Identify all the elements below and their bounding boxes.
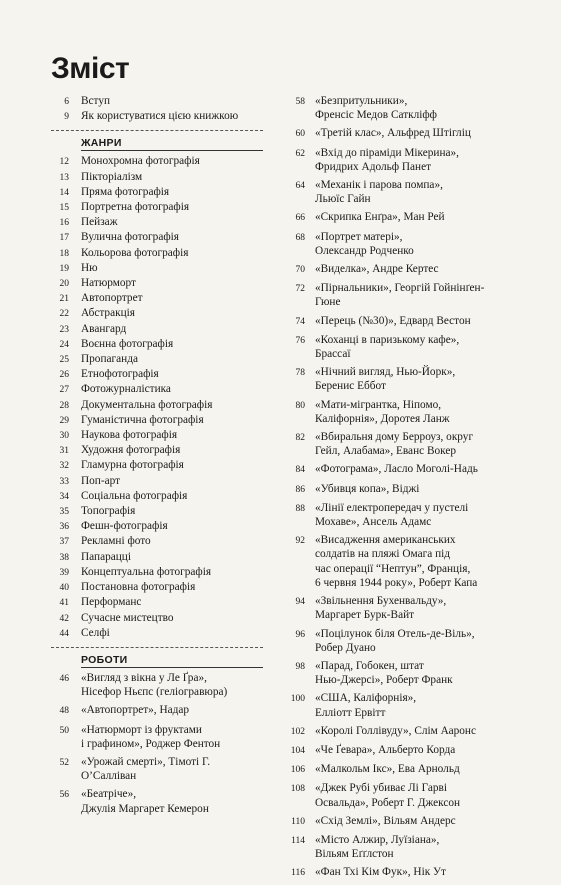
toc-entry [51,703,263,718]
toc-entry [51,611,263,626]
page-number: 100 [290,694,305,705]
page-number: 80 [295,400,305,411]
toc-entry [51,755,263,783]
toc-entry [51,787,263,815]
page-number: 22 [59,309,69,320]
entry-title: «Убивця копа», Віджі [315,482,420,495]
toc-right-column [286,94,508,885]
page-number: 76 [295,335,305,346]
section-rule [81,150,263,151]
toc-entry [286,865,508,880]
toc-entry [51,276,263,291]
page-number: 19 [59,263,69,274]
page-number: 64 [295,181,305,192]
entry-title: «Схід Землі», Вільям Андерс [315,814,456,827]
toc-entry [286,462,508,477]
entry-title: Як користуватися цією книжкою [81,110,239,123]
toc-entry [51,367,263,382]
toc-entry [51,94,263,109]
entry-title: «Портрет матері», Олександр Родченко [315,230,414,257]
toc-entry [286,814,508,829]
page-number: 56 [59,790,69,801]
toc-entry [286,281,508,309]
toc-entry [51,322,263,337]
toc-entry [286,126,508,141]
entry-title: Пікторіалізм [81,170,143,183]
entry-title: Портретна фотографія [81,201,190,214]
toc-entry [51,170,263,185]
page-number: 52 [59,757,69,768]
toc-entry [51,337,263,352]
page-number: 38 [59,552,69,563]
page-number: 31 [59,446,69,457]
page-number: 106 [290,765,305,776]
entry-title: Постановна фотографія [81,581,196,594]
entry-title: Гуманістична фотографія [81,413,204,426]
toc-entry [51,291,263,306]
page-number: 9 [64,112,69,123]
toc-entry [286,743,508,758]
page-number: 98 [295,661,305,672]
entry-title: Рекламні фото [81,535,151,548]
page-number: 48 [59,706,69,717]
toc-entry [51,443,263,458]
toc-entry [286,627,508,655]
entry-title: «Вигляд з вікна у Ле Ґра», Нісефор Ньєпс (геліогравюра) [81,671,228,699]
page-number: 40 [59,583,69,594]
toc-entry [286,333,508,361]
toc-entry [51,474,263,489]
entry-title: Етнофотографія [81,368,159,381]
entry-title: Воєнна фотографія [81,337,174,350]
page-number: 39 [59,567,69,578]
entry-title: «Мати-мігрантка, Ніпомо, Каліфорнія», Доротея Ланж [315,398,450,425]
page-number: 24 [59,339,69,350]
page-number: 41 [59,598,69,609]
toc-entry [286,594,508,622]
toc-entry [51,458,263,473]
entry-title: Вулична фотографія [81,231,179,244]
page-number: 20 [59,279,69,290]
entry-title: «Третій клас», Альфред Штігліц [315,127,471,140]
toc-entry [286,781,508,809]
entry-title: Вступ [81,95,111,107]
page-number: 32 [59,461,69,472]
page-number: 33 [59,476,69,487]
page-number: 18 [59,248,69,259]
entry-title: Пряма фотографія [81,185,170,198]
page-number: 14 [59,187,69,198]
page-number: 114 [291,835,305,846]
toc-entry [51,200,263,215]
page-number: 13 [59,172,69,183]
page-number: 42 [59,613,69,624]
entry-title: «Механік і парова помпа», Льюїс Гайн [315,179,443,206]
toc-entry [51,534,263,549]
entry-title: «Висадження американських солдатів на пляжі Омага під час операції “Нептун”, Франція, 6 червня 1944 року», Роберт Капа [315,534,478,589]
page-number: 15 [59,203,69,214]
page-number: 110 [291,816,305,827]
dashed-divider [51,130,263,131]
entry-title: Пейзаж [81,216,118,229]
entry-title: Фешн-фотографія [81,520,168,533]
entry-title: Натюрморт [81,277,136,290]
page-number: 68 [295,232,305,243]
page-number: 72 [295,284,305,295]
toc-entry [286,430,508,458]
entry-title: «Поцілунок біля Отель-де-Віль», Робер Дуано [315,627,475,654]
page-number: 88 [295,503,305,514]
page-number: 50 [59,725,69,736]
page-number: 6 [64,97,69,107]
genres-list [51,154,263,641]
entry-title: «Вхід до піраміди Мікерина», Фридрих Адольф Панет [315,146,459,173]
entry-title: Гламурна фотографія [81,459,184,472]
toc-entry [51,626,263,641]
page-number: 25 [59,355,69,366]
toc-entry [286,314,508,329]
works-list-continued [286,94,508,881]
entry-title: Поп-арт [81,474,121,487]
entry-title: Художня фотографія [81,444,181,457]
page-number: 36 [59,522,69,533]
toc-entry [51,154,263,169]
entry-title: Документальна фотографія [81,398,213,411]
toc-entry [286,94,508,122]
toc-entry [286,178,508,206]
toc-entry [51,580,263,595]
toc-entry [51,413,263,428]
page-number: 92 [295,536,305,547]
toc-entry [51,352,263,367]
page-number: 30 [59,431,69,442]
toc-entry [286,724,508,739]
entry-title: «Виделка», Андре Кертес [315,263,439,276]
page-number: 96 [295,629,305,640]
entry-title: Автопортрет [81,292,143,305]
toc-entry [51,550,263,565]
entry-title: Папарацці [81,550,131,563]
entry-title: «Коханці в паризькому кафе», Брассаї [315,333,460,361]
toc-entry [51,398,263,413]
page-number: 102 [290,726,305,737]
toc-entry [51,109,263,124]
toc-entry [286,230,508,258]
toc-entry [286,146,508,174]
toc-entry [51,565,263,580]
entry-title: Концептуальна фотографія [81,565,212,578]
page-number: 17 [59,233,69,244]
entry-title: «Скрипка Енґра», Ман Рей [315,211,445,224]
toc-entry [51,723,263,751]
entry-title: «Парад, Гобокен, штат Нью-Джерсі», Роберт Франк [315,659,453,687]
page-number: 16 [59,218,69,229]
entry-title: «Королі Голлівуду», Слім Ааронс [315,724,476,737]
toc-entry [51,215,263,230]
page-number: 26 [59,370,69,381]
page-number: 108 [290,784,305,795]
page-number: 27 [59,385,69,396]
entry-title: «Фотограма», Ласло Моголі-Надь [315,463,478,476]
entry-title: Топографія [81,505,136,518]
page-number: 29 [59,415,69,426]
page-number: 62 [295,148,305,159]
entry-title: «Перець (№30)», Едвард Вестон [315,314,471,327]
page-number: 58 [295,97,305,107]
toc-entry [286,691,508,719]
entry-title: «США, Каліфорнія», Елліотт Ервітт [315,692,417,719]
toc-entry [286,833,508,861]
page-number: 94 [295,597,305,608]
toc-entry [286,398,508,426]
page-number: 28 [59,400,69,411]
toc-entry [51,519,263,534]
page-number: 60 [295,129,305,140]
toc-left-column [51,94,263,820]
entry-title: «Автопортрет», Надар [81,704,190,717]
page-number: 104 [290,745,305,756]
toc-entry [286,533,508,590]
entry-title: «Вбиральня дому Берроуз, округ Гейл, Алабама», Еванс Вокер [315,431,474,458]
toc-entry [51,185,263,200]
section-heading-works: РОБОТИ [81,653,128,666]
page-number: 21 [59,294,69,305]
toc-entry [286,482,508,497]
entry-title: Абстракція [81,307,135,320]
toc-entry [286,210,508,225]
entry-title: «Урожай смерті», Тімоті Г. О’Салліван [81,755,211,783]
toc-entry [286,501,508,529]
page-number: 23 [59,324,69,335]
toc-entry [51,306,263,321]
entry-title: «Джек Рубі убиває Лі Гарві Освальда», Роберт Г. Джексон [315,782,461,809]
page-number: 46 [59,673,69,684]
entry-title: «Нічний вигляд, Нью-Йорк», Беренис Еббот [315,366,456,393]
section-heading-genres: ЖАНРИ [81,137,122,150]
page-number: 35 [59,507,69,518]
page-number: 74 [295,316,305,327]
entry-title: «Безпритульники», Френсіс Медов Саткліфф [315,95,437,122]
page-number: 116 [291,868,305,879]
toc-entry [286,365,508,393]
dashed-divider [51,647,263,648]
entry-title: «Місто Алжир, Луїзіана», Вільям Еґґлстон [315,833,440,861]
entry-title: «Лінії електропередач у пустелі Мохаве», Ансель Адамс [315,501,469,529]
entry-title: «Че Ґевара», Альберто Корда [315,743,456,756]
entry-title: «Фан Тхі Кім Фук», Нік Ут [315,866,446,879]
page-number: 84 [295,465,305,476]
toc-entry [51,489,263,504]
entry-title: Селфі [81,626,110,639]
entry-title: «Натюрморт із фруктами і графином», Роджер Фентон [81,723,221,750]
entry-title: Сучасне мистецтво [81,611,174,624]
toc-entry [51,261,263,276]
entry-title: Кольорова фотографія [81,246,189,259]
section-rule [81,667,263,668]
toc-entry [286,762,508,777]
entry-title: «Беатріче», Джулія Маргарет Кемерон [81,788,209,815]
page-number: 34 [59,491,69,502]
page-number: 82 [295,433,305,444]
page-number: 37 [59,537,69,548]
entry-title: «Звільнення Бухенвальду», Маргарет Бурк-Вайт [315,595,447,622]
toc-entry [51,382,263,397]
entry-title: Ню [81,261,98,274]
page-number: 70 [295,265,305,276]
entry-title: Фотожурналістика [81,383,171,396]
entry-title: Авангард [81,322,127,335]
intro-list [51,94,263,124]
entry-title: Соціальна фотографія [81,489,188,502]
page-title: Зміст [51,52,130,85]
page-number: 78 [295,368,305,379]
entry-title: Монохромна фотографія [81,155,200,168]
works-list [51,671,263,816]
toc-entry [51,595,263,610]
entry-title: «Пірнальники», Георгій Гойнінґен- Гюне [315,282,485,309]
entry-title: Пропаганда [81,353,138,366]
page-number: 12 [59,157,69,168]
entry-title: Перформанс [81,596,142,609]
page-number: 86 [295,484,305,495]
toc-entry [51,428,263,443]
toc-entry [51,671,263,699]
toc-entry [286,262,508,277]
toc-entry [51,504,263,519]
page-number: 66 [295,213,305,224]
page-number: 44 [59,628,69,639]
toc-entry [286,659,508,687]
toc-entry [51,230,263,245]
entry-title: «Малкольм Ікс», Ева Арнольд [315,763,460,776]
entry-title: Наукова фотографія [81,429,178,442]
toc-entry [51,246,263,261]
